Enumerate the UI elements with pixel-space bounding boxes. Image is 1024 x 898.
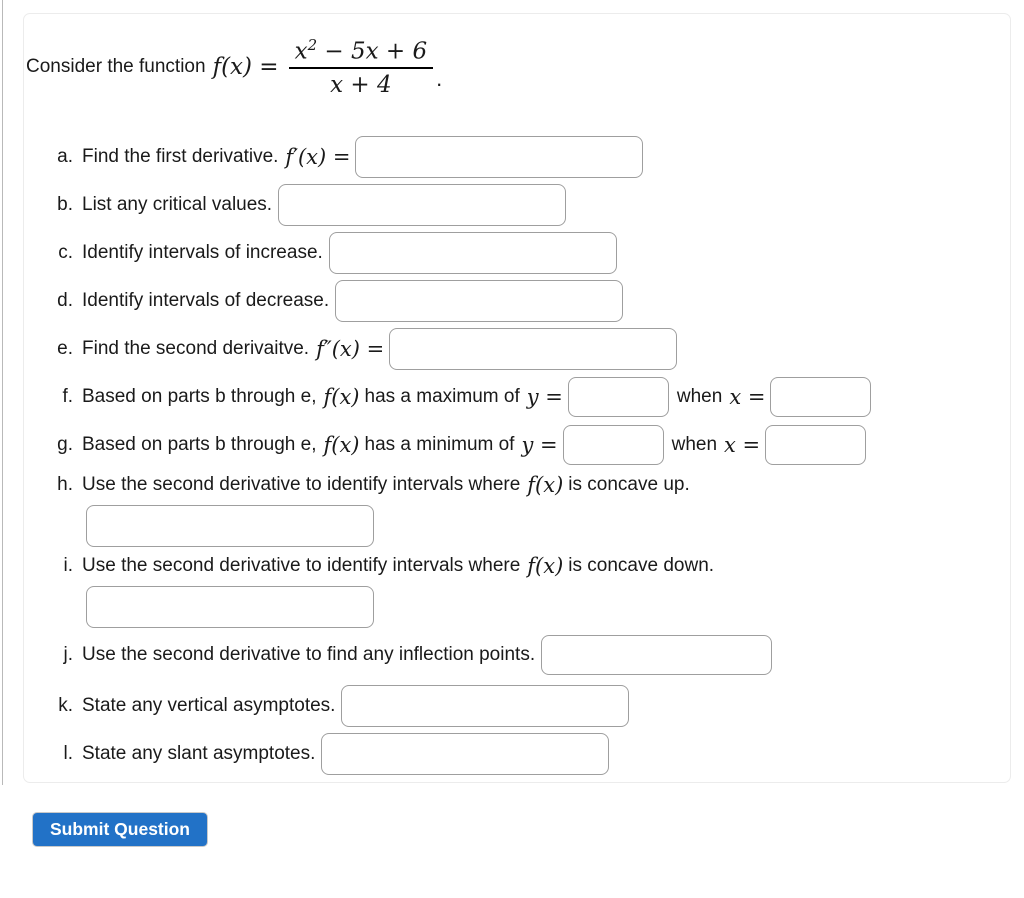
part-d-label: d. — [57, 290, 73, 311]
fraction-denominator: x + 4 — [330, 72, 392, 99]
answer-input-j[interactable] — [541, 635, 772, 675]
part-g-row — [41, 424, 1010, 466]
part-a-text: Find the first derivative. — [82, 146, 279, 167]
part-j-label: j. — [63, 644, 73, 665]
part-h-row — [41, 472, 1010, 498]
answer-input-l[interactable] — [321, 733, 609, 775]
f-of-x-math: f(x) — [323, 433, 360, 457]
part-h-text-2: is concave up. — [568, 474, 690, 495]
x-equals-math: x = — [729, 385, 766, 409]
part-i-text-2: is concave down. — [568, 555, 715, 576]
part-l-row — [41, 733, 1010, 775]
part-k-row — [41, 685, 1010, 727]
answer-input-e[interactable] — [389, 328, 677, 370]
y-equals-math: y = — [521, 433, 558, 457]
part-g-label: g. — [57, 434, 73, 455]
answer-input-c[interactable] — [329, 232, 617, 274]
answer-input-i[interactable] — [86, 586, 374, 628]
part-h-answer-row — [86, 505, 1010, 547]
part-e-text: Find the second derivaitve. — [82, 338, 310, 359]
part-g-text-3: when — [671, 434, 718, 455]
question-panel — [23, 13, 1011, 783]
x-equals-math: x = — [724, 433, 761, 457]
part-g-text-1: Based on parts b through e, — [82, 434, 317, 455]
second-derivative-math: f″(x) = — [316, 337, 385, 361]
part-g-text-2: has a minimum of — [364, 434, 515, 455]
part-b-row — [41, 184, 1010, 226]
part-i-label: i. — [63, 555, 73, 576]
answer-input-b[interactable] — [278, 184, 566, 226]
part-a-label: a. — [57, 146, 73, 167]
part-k-text: State any vertical asymptotes. — [82, 695, 336, 716]
y-equals-math: y = — [526, 385, 563, 409]
part-f-text-2: has a maximum of — [364, 386, 520, 407]
answer-input-g-x[interactable] — [765, 425, 866, 465]
answer-input-g-y[interactable] — [563, 425, 664, 465]
part-b-text: List any critical values. — [82, 194, 273, 215]
function-fraction — [289, 36, 434, 99]
function-statement — [26, 24, 1010, 110]
part-f-text-1: Based on parts b through e, — [82, 386, 317, 407]
f-of-x-math: f(x) — [527, 554, 564, 578]
f-of-x-math: f(x) — [323, 385, 360, 409]
part-a-row — [41, 136, 1010, 178]
part-b-label: b. — [57, 194, 73, 215]
sentence-period: . — [436, 66, 443, 91]
part-j-row — [41, 634, 1010, 676]
answer-input-d[interactable] — [335, 280, 623, 322]
question-prompt: Consider the function — [26, 56, 206, 77]
page-left-border — [2, 0, 3, 785]
answer-input-f-x[interactable] — [770, 377, 871, 417]
fraction-bar — [289, 67, 434, 69]
part-i-row — [41, 553, 1010, 579]
part-d-row — [41, 280, 1010, 322]
answer-input-f-y[interactable] — [568, 377, 669, 417]
part-h-label: h. — [57, 474, 73, 495]
part-d-text: Identify intervals of decrease. — [82, 290, 330, 311]
part-c-text: Identify intervals of increase. — [82, 242, 323, 263]
part-l-text: State any slant asymptotes. — [82, 743, 316, 764]
part-i-answer-row — [86, 586, 1010, 628]
part-c-row — [41, 232, 1010, 274]
function-lhs-math: f(x) = — [212, 54, 279, 80]
part-f-text-3: when — [676, 386, 723, 407]
submit-question-button[interactable]: Submit Question — [32, 812, 208, 847]
answer-input-k[interactable] — [341, 685, 629, 727]
part-e-row — [41, 328, 1010, 370]
part-i-text-1: Use the second derivative to identify intervals where — [82, 555, 521, 576]
part-e-label: e. — [57, 338, 73, 359]
part-k-label: k. — [58, 695, 73, 716]
part-j-text: Use the second derivative to find any inflection points. — [82, 644, 536, 665]
first-derivative-math: f′(x) = — [285, 145, 351, 169]
part-h-text-1: Use the second derivative to identify intervals where — [82, 474, 521, 495]
part-l-label: l. — [63, 743, 73, 764]
f-of-x-math: f(x) — [527, 473, 564, 497]
part-f-row — [41, 376, 1010, 418]
answer-input-h[interactable] — [86, 505, 374, 547]
part-c-label: c. — [58, 242, 73, 263]
answer-input-a[interactable] — [355, 136, 643, 178]
fraction-numerator: $x^2 - 5x + 6$ — [294, 35, 428, 65]
part-f-label: f. — [62, 386, 73, 407]
